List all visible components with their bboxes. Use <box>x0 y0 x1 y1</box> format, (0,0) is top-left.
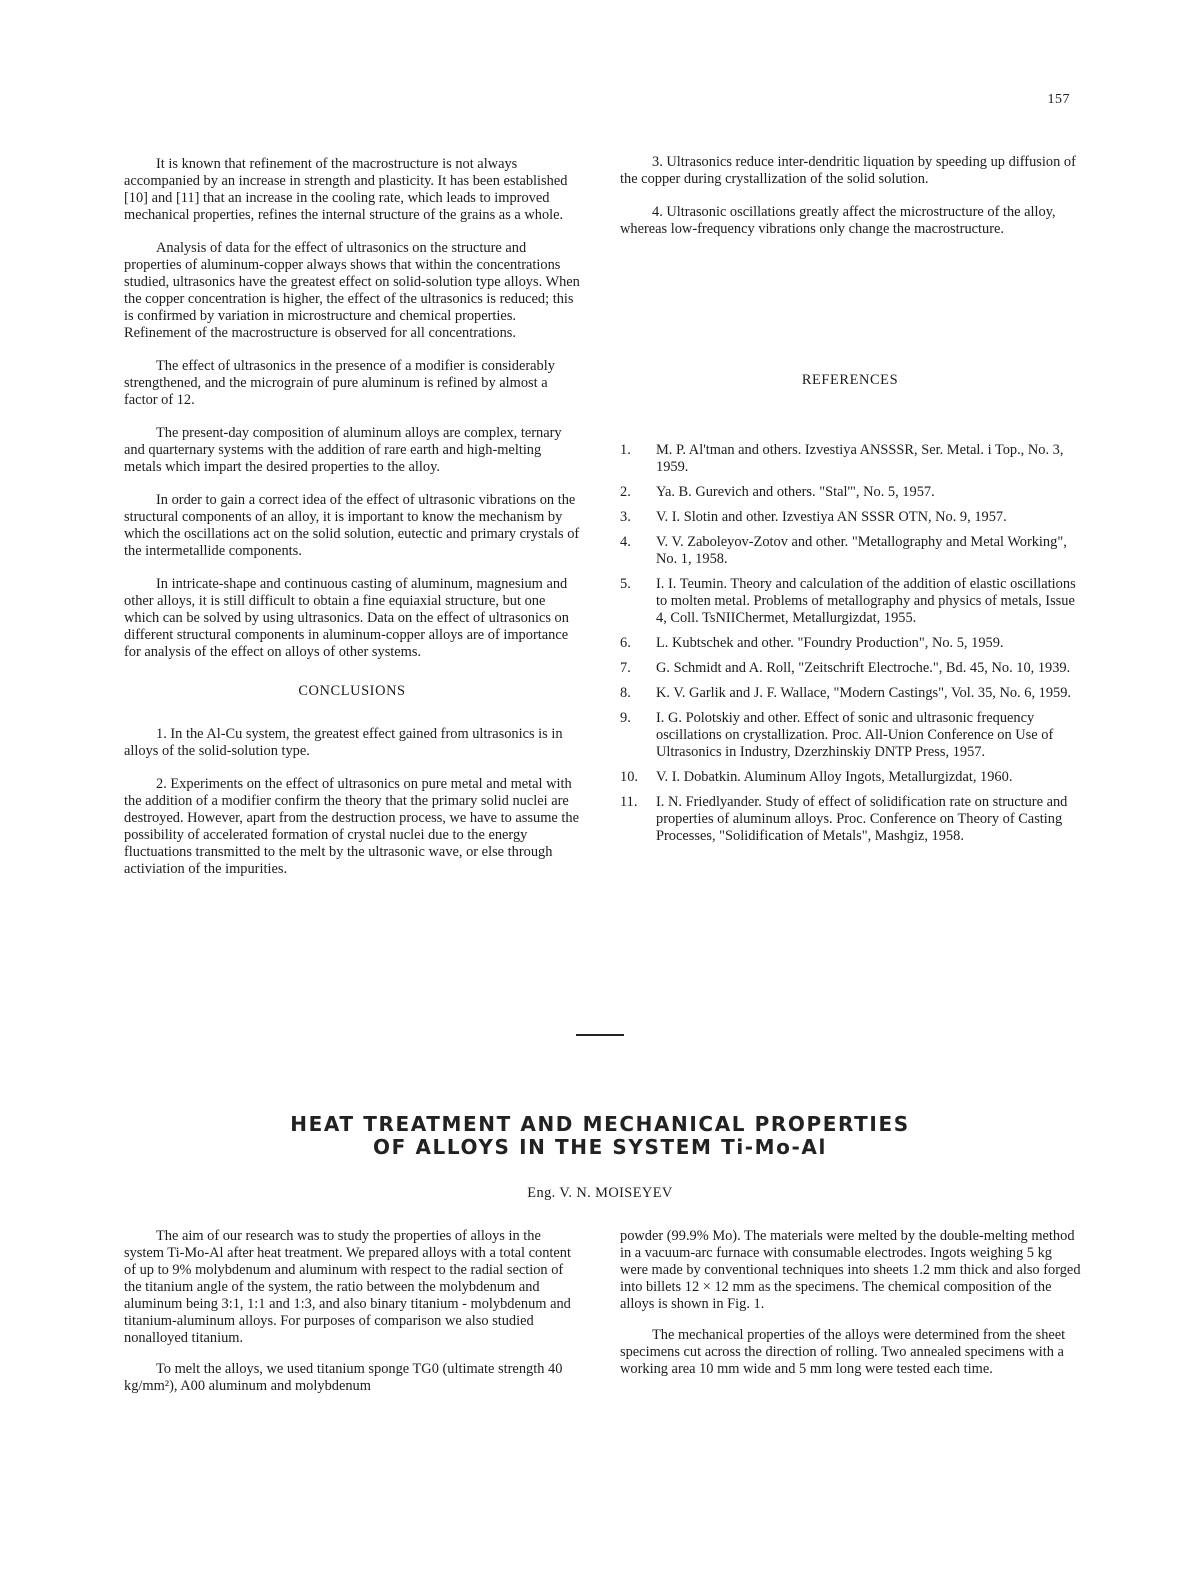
paragraph: The present-day composition of aluminum alloys are complex, ternary and quarternary systems with the addition of rare earth and high-melting metals which impart the desired properties to the alloy. <box>124 425 562 475</box>
reference-item <box>620 710 1082 761</box>
reference-text: I. N. Friedlyander. Study of effect of solidification rate on structure and properties of aluminum alloys. Proc. Conference on Theory of Casting Processes, "Solidification of Metals", Mashgiz, 1958. <box>656 794 1068 844</box>
reference-item <box>620 660 1082 677</box>
reference-text: K. V. Garlik and J. F. Wallace, "Modern Castings", Vol. 35, No. 6, 1959. <box>656 685 1072 701</box>
reference-text: I. G. Polotskiy and other. Effect of sonic and ultrasonic frequency oscillations on crystallization. Proc. All-Union Conference on Use of Ultrasonics in Industry, Dzerzhinskiy DNTP Press, 1957. <box>656 710 1054 760</box>
article-title-line: HEAT TREATMENT AND MECHANICAL PROPERTIES <box>290 1112 910 1136</box>
conclusion-item: 4. Ultrasonic oscillations greatly affect the microstructure of the alloy, whereas low-frequency vibrations only change the macrostructure. <box>620 204 1056 237</box>
conclusion-item: 3. Ultrasonics reduce inter-dendritic liquation by speeding up diffusion of the copper during crystallization of the solid solution. <box>620 154 1076 187</box>
article-divider <box>576 1034 624 1036</box>
article-author: Eng. V. N. MOISEYEV <box>527 1185 673 1201</box>
article-title-line: OF ALLOYS IN THE SYSTEM Ti-Mo-Al <box>373 1135 827 1159</box>
paragraph: To melt the alloys, we used titanium sponge TG0 (ultimate strength 40 kg/mm²), A00 aluminum and molybdenum <box>124 1361 563 1394</box>
reference-number: 9. <box>620 710 631 726</box>
reference-number: 4. <box>620 534 631 550</box>
reference-item <box>620 576 1082 627</box>
reference-number: 1. <box>620 442 631 458</box>
reference-text: Ya. B. Gurevich and others. "Stal'", No. 5, 1957. <box>656 484 935 500</box>
reference-number: 10. <box>620 769 638 785</box>
reference-item <box>620 442 1082 476</box>
reference-item <box>620 509 1082 526</box>
article-left-column <box>124 1228 580 1409</box>
reference-number: 8. <box>620 685 631 701</box>
conclusion-item: 2. Experiments on the effect of ultrasonics on pure metal and metal with the addition of a modifier confirm the theory that the primary solid nuclei are destroyed. However, apart from the destruction process, we have to assume the possibility of accelerated formation of crystal nuclei due to the energy fluctuations transmitted to the melt by the ultrasonic wave, or else through activiation of the impurities. <box>124 776 579 877</box>
conclusions-heading: CONCLUSIONS <box>298 683 406 699</box>
reference-number: 5. <box>620 576 631 592</box>
page-number: 157 <box>1047 92 1070 107</box>
article-right-column <box>620 1228 1082 1392</box>
reference-number: 7. <box>620 660 631 676</box>
paragraph: It is known that refinement of the macrostructure is not always accompanied by an increase in strength and plasticity. It has been established [10] and [11] that an increase in the cooling rate, which leads to improved mechanical properties, refines the internal structure of the grains as a whole. <box>124 156 568 223</box>
reference-text: M. P. Al'tman and others. Izvestiya ANSSSR, Ser. Metal. i Top., No. 3, 1959. <box>656 442 1064 475</box>
reference-text: V. I. Dobatkin. Aluminum Alloy Ingots, Metallurgizdat, 1960. <box>656 769 1013 785</box>
reference-item <box>620 769 1082 786</box>
paragraph: powder (99.9% Mo). The materials were melted by the double-melting method in a vacuum-arc furnace with consumable electrodes. Ingots weighing 5 kg were made by conventional techniques into sheets 1.2 mm thick and also forged into billets 12 × 12 mm as the specimens. The chemical composition of the alloys is shown in Fig. 1. <box>620 1228 1081 1312</box>
reference-item <box>620 534 1082 568</box>
reference-number: 3. <box>620 509 631 525</box>
paragraph: The effect of ultrasonics in the presence of a modifier is considerably strengthened, and the micrograin of pure aluminum is refined by almost a factor of 12. <box>124 358 555 408</box>
reference-item <box>620 635 1082 652</box>
reference-text: V. I. Slotin and other. Izvestiya AN SSSR OTN, No. 9, 1957. <box>656 509 1007 525</box>
reference-number: 6. <box>620 635 631 651</box>
reference-text: G. Schmidt and A. Roll, "Zeitschrift Electroche.", Bd. 45, No. 10, 1939. <box>656 660 1071 676</box>
paragraph: The mechanical properties of the alloys were determined from the sheet specimens cut across the direction of rolling. Two annealed specimens with a working area 10 mm wide and 5 mm long were tested each time. <box>620 1327 1066 1377</box>
conclusion-item: 1. In the Al-Cu system, the greatest effect gained from ultrasonics is in alloys of the solid-solution type. <box>124 726 563 759</box>
reference-item <box>620 484 1082 501</box>
references-list <box>620 442 1082 853</box>
upper-right-column <box>620 154 1080 254</box>
upper-left-column <box>124 156 580 894</box>
paragraph: In order to gain a correct idea of the effect of ultrasonic vibrations on the structural components of an alloy, it is important to know the mechanism by which the oscillations act on the solid solution, eutectic and primary crystals of the intermetallide components. <box>124 492 580 559</box>
reference-text: L. Kubtschek and other. "Foundry Production", No. 5, 1959. <box>656 635 1004 651</box>
reference-item <box>620 794 1082 845</box>
references-heading: REFERENCES <box>801 372 899 388</box>
paragraph: Analysis of data for the effect of ultrasonics on the structure and properties of aluminum-copper always shows that within the concentrations studied, ultrasonics have the greatest effect on solid-solution type alloys. When the copper concentration is higher, the effect of the ultrasonics is reduced; this is confirmed by variation in microstructure and chemical properties. Refinement of the macrostructure is observed for all concentrations. <box>124 240 580 341</box>
reference-text: I. I. Teumin. Theory and calculation of the addition of elastic oscillations to molten metal. Problems of metallography and physics of metals, Issue 4, Coll. TsNIIChermet, Metallurgizdat, 1955. <box>656 576 1076 626</box>
reference-number: 2. <box>620 484 631 500</box>
reference-item <box>620 685 1082 702</box>
reference-text: V. V. Zaboleyov-Zotov and other. "Metallography and Metal Working", No. 1, 1958. <box>656 534 1067 567</box>
reference-number: 11. <box>620 794 638 810</box>
article-title <box>150 1113 1050 1159</box>
paragraph: The aim of our research was to study the properties of alloys in the system Ti-Mo-Al after heat treatment. We prepared alloys with a total content of up to 9% molybdenum and aluminum with respect to the radial section of the titanium angle of the system, the ratio between the molybdenum and aluminum being 3:1, 1:1 and 1:3, and also binary titanium - molybdenum and titanium-aluminum alloys. For purposes of comparison we also studied nonalloyed titanium. <box>124 1228 571 1346</box>
paragraph: In intricate-shape and continuous casting of aluminum, magnesium and other alloys, it is still difficult to obtain a fine equiaxial structure, but one which can be solved by using ultrasonics. Data on the effect of ultrasonics on different structural components in aluminum-copper alloys are of importance for analysis of the effect on alloys of other systems. <box>124 576 569 660</box>
